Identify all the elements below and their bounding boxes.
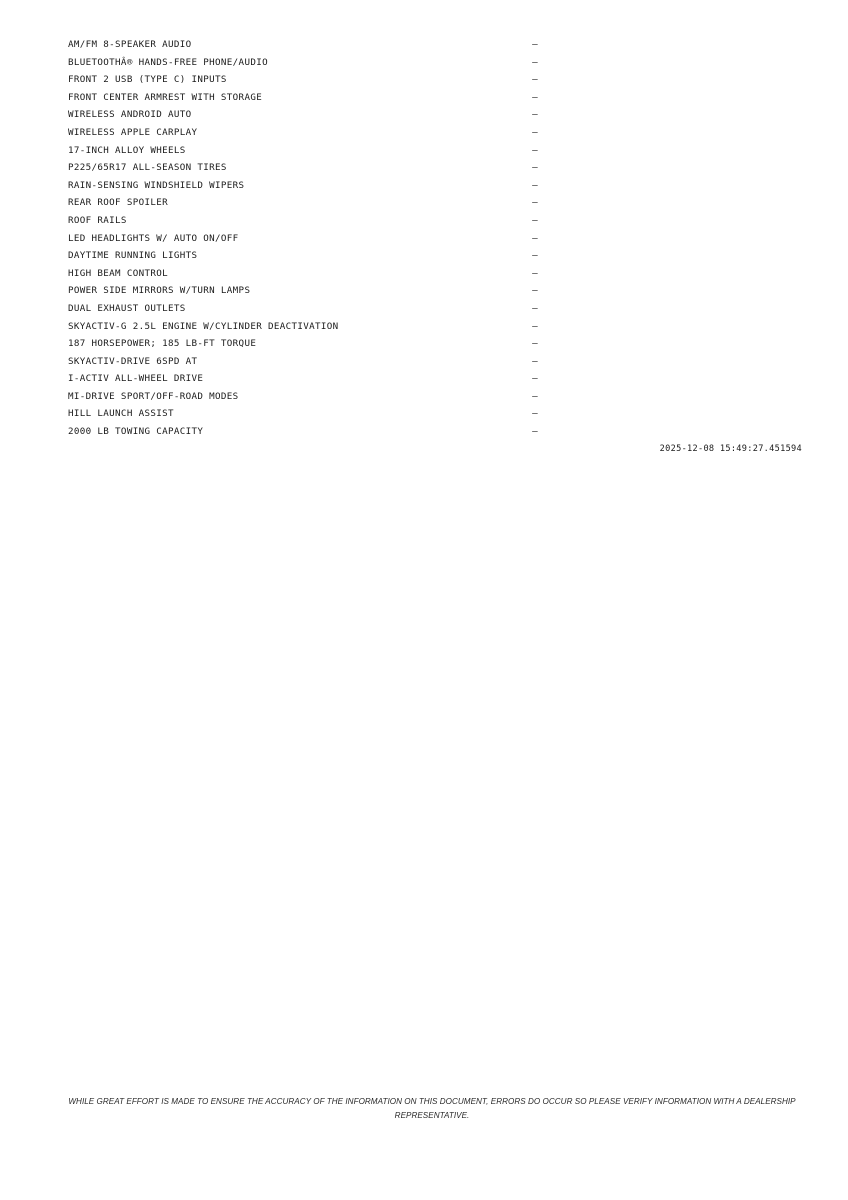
feature-row [68, 405, 538, 423]
feature-label: 2000 LB TOWING CAPACITY [68, 426, 204, 438]
feature-row [68, 36, 538, 54]
feature-value: — [532, 126, 538, 138]
feature-row [68, 230, 538, 248]
feature-row [68, 247, 538, 265]
feature-label: LED HEADLIGHTS W/ AUTO ON/OFF [68, 232, 239, 244]
feature-value: — [532, 74, 538, 86]
feature-value: — [532, 179, 538, 191]
feature-label: SKYACTIV-G 2.5L ENGINE W/CYLINDER DEACTIVATION [68, 320, 339, 332]
feature-value: — [532, 373, 538, 385]
feature-value: — [532, 426, 538, 438]
feature-row [68, 423, 538, 441]
feature-row [68, 370, 538, 388]
feature-value: — [532, 109, 538, 121]
feature-value: — [532, 302, 538, 314]
feature-label: WIRELESS ANDROID AUTO [68, 109, 192, 121]
feature-row [68, 106, 538, 124]
feature-row [68, 265, 538, 283]
feature-value: — [532, 355, 538, 367]
disclaimer-text: WHILE GREAT EFFORT IS MADE TO ENSURE THE ACCURACY OF THE INFORMATION ON THIS DOCUMENT, ERRORS DO OCCUR SO PLEASE VERIFY INFORMATION WITH A DEALERSHIP REPRESENTATIVE. [68, 1097, 796, 1120]
vehicle-feature-list [68, 36, 538, 441]
feature-label: AM/FM 8-SPEAKER AUDIO [68, 39, 192, 50]
feature-row [68, 335, 538, 353]
feature-row [68, 194, 538, 212]
feature-label: SKYACTIV-DRIVE 6SPD AT [68, 355, 198, 367]
feature-label: FRONT 2 USB (TYPE C) INPUTS [68, 74, 227, 86]
feature-row [68, 124, 538, 142]
feature-label: REAR ROOF SPOILER [68, 197, 168, 209]
feature-row [68, 353, 538, 371]
feature-row [68, 159, 538, 177]
feature-value: — [532, 162, 538, 174]
feature-value: — [532, 56, 538, 68]
feature-row [68, 54, 538, 72]
feature-label: ROOF RAILS [68, 214, 127, 226]
feature-label: I-ACTIV ALL-WHEEL DRIVE [68, 373, 204, 385]
feature-label: FRONT CENTER ARMREST WITH STORAGE [68, 91, 263, 103]
feature-label: MI-DRIVE SPORT/OFF-ROAD MODES [68, 390, 239, 402]
feature-label: P225/65R17 ALL-SEASON TIRES [68, 162, 227, 174]
feature-label: HIGH BEAM CONTROL [68, 267, 168, 279]
feature-row [68, 71, 538, 89]
feature-row [68, 300, 538, 318]
feature-value: — [532, 320, 538, 332]
feature-label: DUAL EXHAUST OUTLETS [68, 302, 186, 314]
feature-label: POWER SIDE MIRRORS W/TURN LAMPS [68, 285, 251, 297]
feature-value: — [532, 91, 538, 103]
feature-value: — [532, 232, 538, 244]
feature-label: 187 HORSEPOWER; 185 LB-FT TORQUE [68, 338, 257, 350]
feature-label: WIRELESS APPLE CARPLAY [68, 126, 198, 138]
feature-row [68, 212, 538, 230]
document-timestamp: 2025-12-08 15:49:27.451594 [659, 444, 802, 454]
feature-value: — [532, 267, 538, 279]
feature-label: BLUETOOTHÂ® HANDS-FREE PHONE/AUDIO [68, 56, 268, 68]
feature-label: 17-INCH ALLOY WHEELS [68, 144, 186, 156]
feature-label: DAYTIME RUNNING LIGHTS [68, 250, 198, 262]
feature-value: — [532, 144, 538, 156]
feature-row [68, 89, 538, 107]
feature-value: — [532, 214, 538, 226]
feature-value: — [532, 39, 538, 50]
feature-row [68, 318, 538, 336]
feature-value: — [532, 197, 538, 209]
feature-row [68, 142, 538, 160]
feature-label: RAIN-SENSING WINDSHIELD WIPERS [68, 179, 245, 191]
feature-row [68, 177, 538, 195]
feature-value: — [532, 338, 538, 350]
feature-value: — [532, 408, 538, 420]
feature-label: HILL LAUNCH ASSIST [68, 408, 174, 420]
feature-row [68, 388, 538, 406]
feature-value: — [532, 390, 538, 402]
feature-value: — [532, 285, 538, 297]
feature-row [68, 282, 538, 300]
feature-value: — [532, 250, 538, 262]
